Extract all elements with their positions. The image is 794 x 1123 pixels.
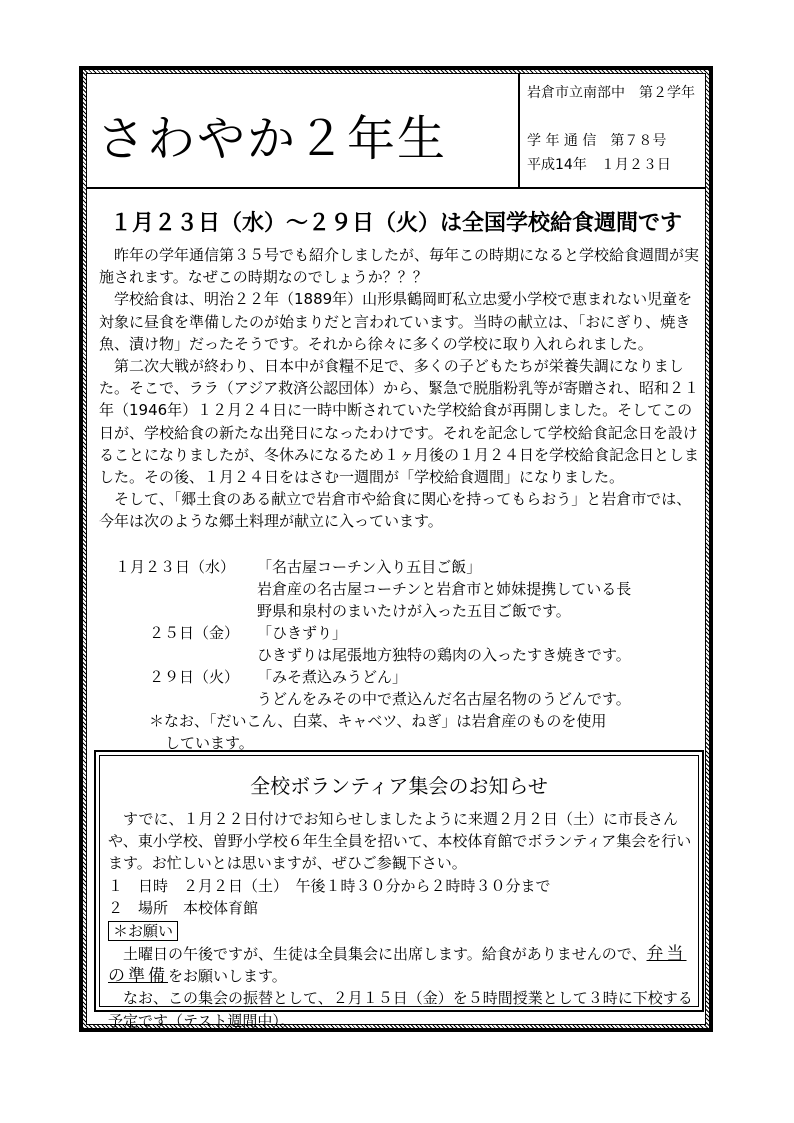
notice-item-datetime: １ 日時 ２月２日（土） 午後１時３０分から２時時３０分まで <box>108 876 551 895</box>
notice-closing: なお、この集会の振替として、２月１５日（金）を５時間授業として３時に下校する予定です（テスト週間中）。 <box>108 989 693 1030</box>
menu-note: ＊なお、「だいこん、白菜、キャベツ、ねぎ」は岩倉産のものを使用 <box>149 712 607 730</box>
paragraph: 学校給食は、明治２２年（1889年）山形県鶴岡町私立忠愛小学校で恵まれない児童を対象に昼食を準備したのが始まりだと言われています。当時の献立は、「おにぎり、焼き魚、漬け物」だったそうです。それから徐々に多くの学校に取り入れられました。 <box>99 290 693 353</box>
notice-box-inner <box>99 755 699 1030</box>
headline: １月２３日（水）～２９日（火）は全国学校給食週間です <box>109 211 682 236</box>
request-pre: 土曜日の午後ですが、生徒は全員集会に出席します。給食がありませんので、 <box>123 945 647 964</box>
notice-intro: すでに、１月２２日付けでお知らせしましたように来週２月２日（土）に市長さんや、東小学校、曽野小学校６年生全員を招いて、本校体育館でボランティア集会を行います。お忙しいとは思いますが、ぜひご参観下さい。 <box>108 810 692 873</box>
paragraph: そして、「郷土食のある献立で岩倉市や給食に関心を持ってもらおう」と岩倉市では、今年は次のような郷土料理が献立に入っています。 <box>99 490 692 531</box>
request-label: ＊お願い <box>108 921 178 941</box>
request-label-row <box>108 919 698 943</box>
notice-box <box>94 750 704 1030</box>
menu-desc-1a: 岩倉産の名古屋コーチンと岩倉市と姉妹提携している長 <box>257 580 632 598</box>
notice-item-place: ２ 場所 本校体育館 <box>108 898 259 917</box>
bento-emphasis: 弁当の準備 <box>108 944 687 987</box>
menu-desc-2: ひきずりは尾張地方独特の鶏肉の入ったすき焼きです。 <box>257 646 631 664</box>
newsletter-title: さわやか２年生 <box>97 111 448 167</box>
title-box <box>87 74 520 187</box>
paragraph: 第二次大戦が終わり、日本中が食糧不足で、多くの子どもたちが栄養失調になりました。そこで、ララ（アジア救済公認団体）から、緊急で脱脂粉乳等が寄贈され、昭和２１年（1946年）１２月２４日に一時中断されていた学校給食が再開しました。そしてこの日が、学校給食の新たな出発日になったわけです。それを記念して学校給食記念日を設けることになりましたが、冬休みになるため１ヶ月後の１月２４日を学校給食記念日としました。その後、１月２４日をはさむ一週間が「学校給食週間」になりました。 <box>99 357 700 487</box>
masthead <box>87 74 705 189</box>
newsletter-frame <box>79 66 713 1032</box>
menu-note-cont: しています。 <box>165 734 254 752</box>
menu-date-1: １月２３日（水） <box>115 558 236 576</box>
menu-desc-3: うどんをみその中で煮込んだ名古屋名物のうどんです。 <box>257 690 631 708</box>
newsletter-page <box>86 73 706 1030</box>
menu-date-3: ２９日（火） <box>149 668 240 686</box>
school-name: 岩倉市立南部中 第２学年 <box>527 85 695 101</box>
request-post: をお願いします。 <box>168 967 287 986</box>
issue-number: 学 年 通 信 第７８号 <box>527 133 667 149</box>
paragraph: 昨年の学年通信第３５号でも紹介しましたが、毎年この時期になると学校給食週間が実施されます。なぜこの時期なのでしょうか？？？ <box>99 246 700 287</box>
notice-body <box>108 808 698 1032</box>
issue-date: 平成14年 １月２３日 <box>527 157 671 173</box>
request-text <box>108 943 698 987</box>
menu-dish-2: 「ひきずり」 <box>257 624 348 642</box>
notice-title: 全校ボランティア集会のお知らせ <box>250 774 548 798</box>
menu-dish-3: 「みそ煮込みうどん」 <box>257 668 408 686</box>
menu-date-2: ２５日（金） <box>149 624 240 642</box>
menu-dish-1: 「名古屋コーチン入り五目ご飯」 <box>257 558 482 576</box>
menu-desc-1b: 野県和泉村のまいたけが入った五目ご飯です。 <box>257 602 571 620</box>
article-body <box>99 244 699 533</box>
